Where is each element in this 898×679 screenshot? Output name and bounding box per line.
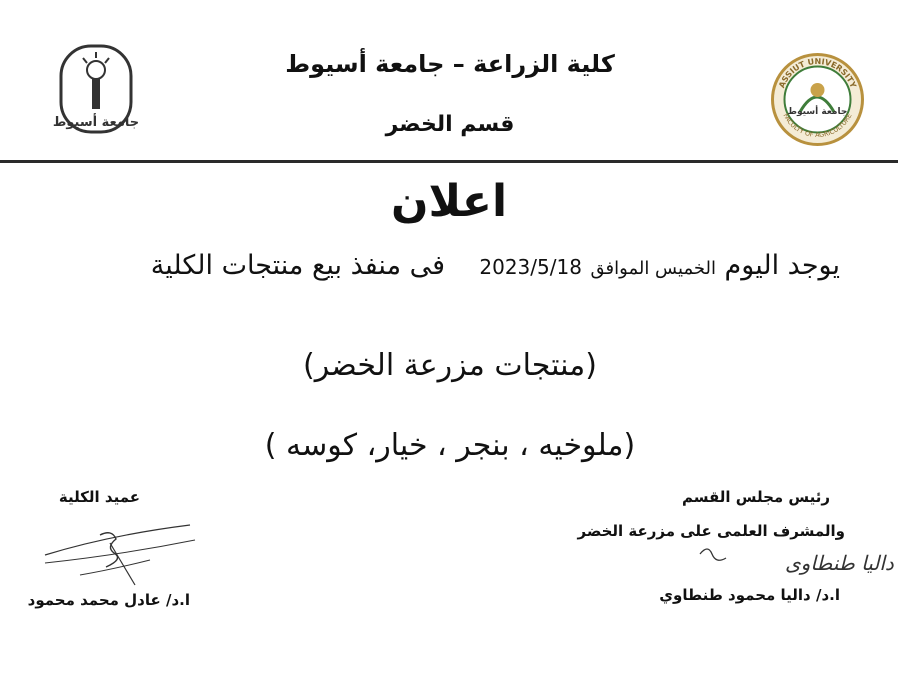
faculty-of-agriculture-seal (770, 52, 865, 147)
announcement-text-end: فى منفذ بيع منتجات الكلية (150, 250, 446, 281)
dean-name: ا.د/ عادل محمد محمود (27, 591, 190, 609)
assiut-university-logo-left (52, 42, 140, 137)
department-head-name: ا.د/ داليا محمود طنطاوي (659, 586, 840, 604)
products-heading: (منتجات مزرعة الخضر) (303, 348, 597, 383)
announcement-date: 2023/5/18 (479, 255, 582, 279)
handwritten-signature-left (40, 515, 200, 600)
announcement-day: الخميس الموافق (590, 258, 716, 279)
announcement-title: اعلان (390, 176, 508, 227)
department-head-title: رئيس مجلس القسم (681, 488, 830, 506)
header-divider (0, 160, 898, 163)
announcement-text-start: يوجد اليوم (724, 250, 840, 281)
dean-title: عميد الكلية (58, 488, 140, 506)
faculty-title: كلية الزراعة – جامعة أسيوط (285, 50, 615, 78)
farm-supervisor-title: والمشرف العلمى على مزرعة الخضر (577, 522, 845, 540)
seal-center-text: جامعة أسيوط (787, 107, 848, 117)
announcement-line (40, 250, 840, 281)
handwritten-signature-text: داليا طنطاوى (785, 551, 894, 575)
seal-text-bottom: FACULTY OF AGRICULTURE (781, 112, 854, 140)
department-title: قسم الخضر (385, 112, 515, 137)
logo-left-text: جامعة أسيوط (52, 115, 140, 130)
handwritten-signature-right (660, 540, 894, 582)
products-list: (ملوخيه ، بنجر ، خيار، كوسه ) (264, 428, 636, 463)
seal-text-top: ASSIUT UNIVERSITY (777, 56, 858, 90)
